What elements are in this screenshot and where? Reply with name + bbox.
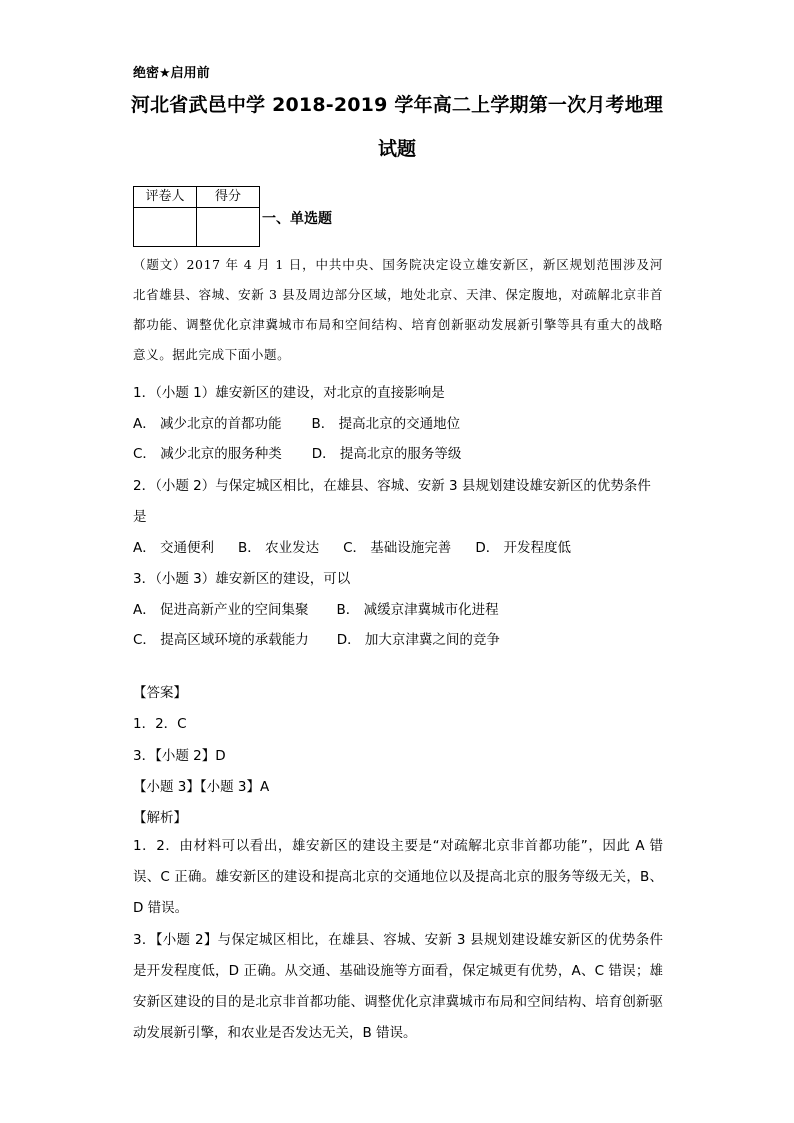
answer-label: 【答案】 (133, 685, 187, 701)
score-table-grader-cell (134, 208, 197, 247)
question-3-stem: 3．（小题 3）雄安新区的建设，可以 (133, 571, 351, 587)
score-table-grader-header: 评卷人 (134, 187, 197, 208)
question-1-options-row2 (133, 442, 461, 462)
question-2-stem: 2．（小题 2）与保定城区相比，在雄县、容城、安新 3 县规划建设雄安新区的优势条件 (133, 478, 651, 494)
question-3-options-row1 (133, 598, 499, 618)
question-material: （题文）2017 年 4 月 1 日，中共中央、国务院决定设立雄安新区，新区规划范围涉及河北省雄县、容城、安新 3 县及周边部分区域，地处北京、天津、保定腹地，对疏解北京非首都功能、调整优化京津冀城市布局和空间结构、培育创新驱动发展新引擎等具有重大的战略意义。据此完成下面小题。 (133, 257, 663, 362)
question-3-option-d: D． 加大京津冀之间的竞争 (336, 632, 500, 648)
secret-label: 绝密★启用前 (133, 66, 210, 81)
question-2-options (133, 536, 571, 556)
question-3-options-row2 (133, 628, 500, 648)
question-2-option-b: B． 农业发达 (238, 540, 320, 556)
question-2-stem-continued: 是 (133, 509, 147, 525)
score-table-score-cell (197, 208, 260, 247)
analysis-label: 【解析】 (133, 810, 187, 826)
document-title: 河北省武邑中学 2018-2019 学年高二上学期第一次月考地理 (130, 94, 664, 116)
section-title: 一、单选题 (262, 211, 332, 227)
answer-line-1: 1．2．C (133, 716, 187, 732)
analysis-paragraph-1: 1．2．由材料可以看出，雄安新区的建设主要是“对疏解北京非首都功能”，因此 A 错误、C 正确。雄安新区的建设和提高北京的交通地位以及提高北京的服务等级无关，B、D 错误。 (133, 838, 663, 916)
analysis-paragraph-2: 3．【小题 2】与保定城区相比，在雄县、容城、安新 3 县规划建设雄安新区的优势条件是开发程度低，D 正确。从交通、基础设施等方面看，保定城更有优势，A、C 错误；雄安新区建设的目的是北京非首都功能、调整优化京津冀城市布局和空间结构、培育创新驱动发展新引擎，和农业是否发达无关，B 错误。 (133, 932, 663, 1041)
document-title-line2: 试题 (377, 138, 416, 160)
question-3-option-c: C． 提高区域环境的承载能力 (133, 632, 309, 648)
question-1-option-c: C． 减少北京的服务种类 (133, 446, 282, 462)
question-1-stem: 1．（小题 1）雄安新区的建设，对北京的直接影响是 (133, 385, 445, 401)
score-table-score-header: 得分 (197, 187, 260, 208)
question-2-option-c: C． 基础设施完善 (343, 540, 452, 556)
question-3-option-a: A． 促进高新产业的空间集聚 (133, 602, 309, 618)
answer-line-2: 3．【小题 2】D (133, 748, 226, 764)
question-3-option-b: B． 减缓京津冀城市化进程 (336, 602, 499, 618)
question-2-option-d: D． 开发程度低 (475, 540, 571, 556)
answer-line-3: 【小题 3】【小题 3】A (133, 779, 270, 795)
score-table (133, 186, 260, 247)
question-1-option-a: A． 减少北京的首都功能 (133, 416, 282, 432)
question-2-option-a: A． 交通便利 (133, 540, 215, 556)
question-1-option-b: B． 提高北京的交通地位 (311, 416, 461, 432)
question-1-options-row1 (133, 412, 460, 432)
question-1-option-d: D． 提高北京的服务等级 (311, 446, 462, 462)
